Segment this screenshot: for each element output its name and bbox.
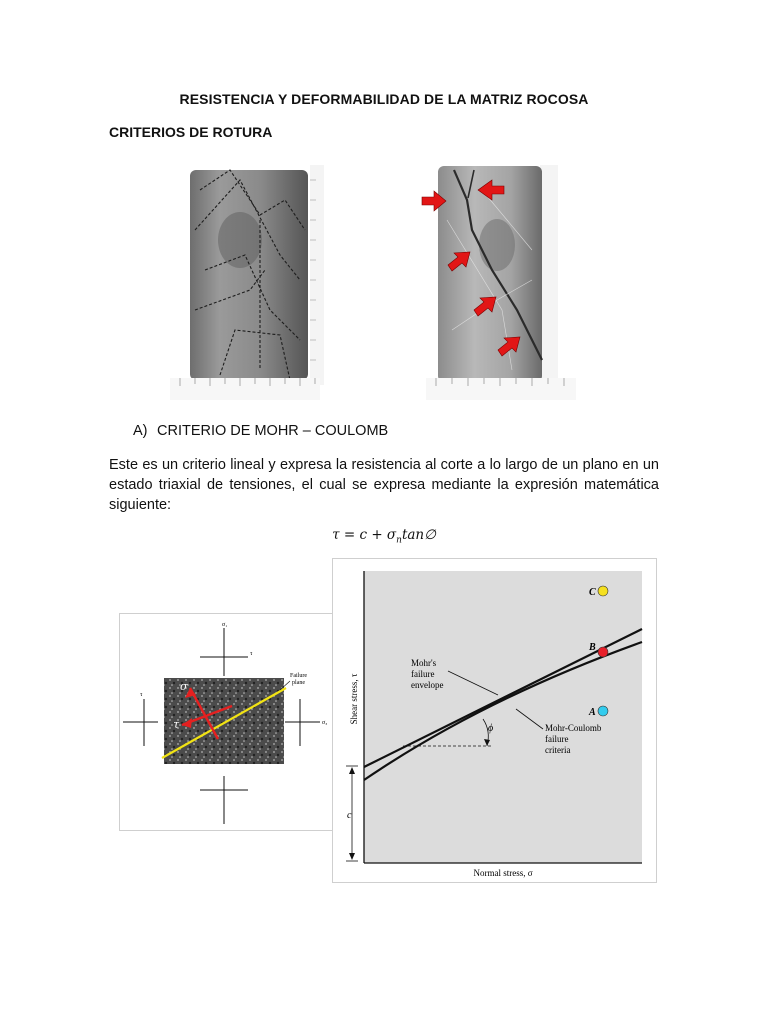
y-axis-label: Shear stress, τ bbox=[349, 673, 359, 725]
mohr-label-1: Mohr's bbox=[411, 658, 437, 668]
phi-label: ϕ bbox=[488, 723, 494, 734]
sigma1-top-label: σ₁ bbox=[222, 622, 228, 628]
point-a-label: A bbox=[589, 707, 596, 718]
tau-top-label: τ bbox=[250, 651, 253, 657]
formula-lhs: τ = c + σ bbox=[332, 527, 397, 543]
tau-left-label: τ bbox=[140, 692, 143, 698]
mc-label-1: Mohr-Coulomb bbox=[545, 723, 602, 733]
section-heading bbox=[133, 423, 388, 439]
point-c-label: C bbox=[589, 587, 596, 598]
bottom-load-cross bbox=[200, 776, 248, 824]
formula-subscript: n bbox=[396, 535, 402, 546]
section-heading-text: CRITERIO DE MOHR – COULOMB bbox=[157, 423, 389, 439]
sigma-arrow-label: σ bbox=[180, 680, 188, 693]
mohr-label-2: failure bbox=[411, 669, 435, 679]
section-marker: A) bbox=[133, 423, 148, 439]
failure-plane-label-2: plane bbox=[292, 680, 305, 686]
document-title: RESISTENCIA Y DEFORMABILIDAD DE LA MATRIZ ROCOSA bbox=[179, 91, 589, 107]
plot-background bbox=[364, 571, 642, 863]
point-a bbox=[598, 706, 608, 716]
stress-element-diagram bbox=[119, 613, 333, 831]
point-b-label: B bbox=[589, 642, 596, 653]
failure-plane-label-1: Failure bbox=[290, 673, 307, 679]
body-paragraph: Este es un criterio lineal y expresa la resistencia al corte a lo largo de un plano en un estado triaxial de tensiones, el cual se expresa mediante la expresión matemática siguiente: bbox=[109, 457, 659, 513]
rock-specimen-photo-dashed bbox=[160, 160, 358, 405]
right-load-cross bbox=[285, 699, 320, 746]
mohr-envelope-diagram bbox=[332, 558, 657, 883]
sigma3-right-label: σ₃ bbox=[322, 720, 328, 726]
x-axis-label: Normal stress, σ bbox=[473, 868, 533, 878]
point-b bbox=[598, 647, 608, 657]
top-load-cross bbox=[200, 628, 248, 676]
rock-specimen-photo-arrows bbox=[412, 160, 582, 405]
mc-label-2: failure bbox=[545, 734, 569, 744]
formula-rhs: tan∅ bbox=[401, 527, 436, 543]
mohr-coulomb-formula bbox=[0, 527, 768, 546]
point-c bbox=[598, 586, 608, 596]
mc-label-3: criteria bbox=[545, 745, 571, 755]
tau-arrow-label: τ bbox=[173, 718, 180, 731]
cohesion-label: c bbox=[347, 810, 352, 821]
left-load-cross bbox=[123, 699, 158, 746]
section-subtitle: CRITERIOS DE ROTURA bbox=[109, 124, 273, 140]
mohr-label-3: envelope bbox=[411, 680, 444, 690]
